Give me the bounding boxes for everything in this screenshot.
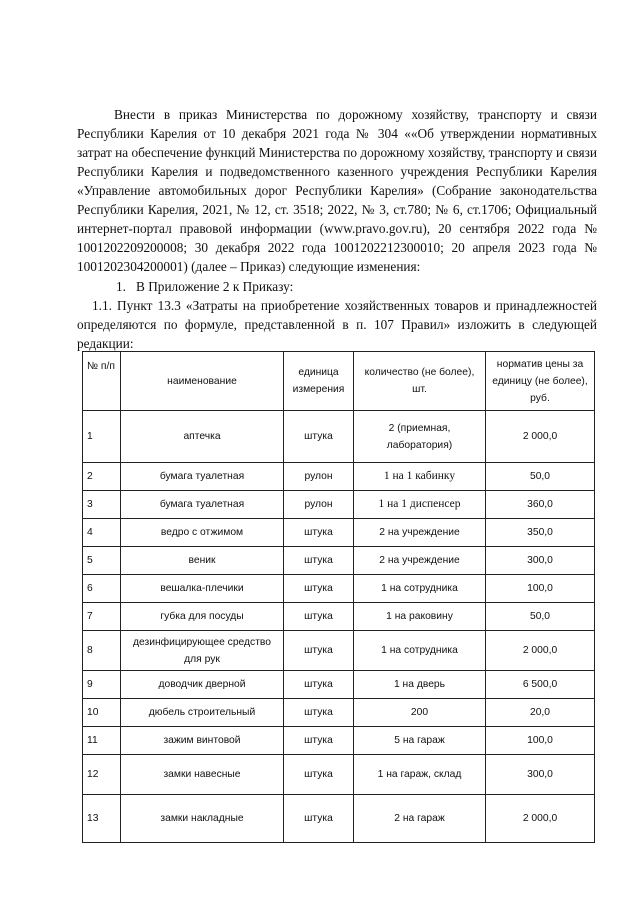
table-row [83, 463, 595, 491]
list-item-text: В Приложение 2 к Приказу: [136, 279, 294, 294]
table-row [83, 795, 595, 843]
row-quantity: 1 на раковину [354, 603, 486, 631]
row-number: 3 [83, 491, 121, 519]
row-name: дезинфицирующее средство для рук [121, 631, 284, 671]
row-name: зажим винтовой [121, 727, 284, 755]
row-number: 4 [83, 519, 121, 547]
row-unit: штука [284, 755, 354, 795]
table-row [83, 603, 595, 631]
row-quantity: 1 на дверь [354, 671, 486, 699]
header-quantity: количество (не более), шт. [354, 352, 486, 411]
row-unit: штука [284, 575, 354, 603]
table-row [83, 547, 595, 575]
row-price: 2 000,0 [486, 795, 595, 843]
table-row [83, 671, 595, 699]
row-unit: рулон [284, 491, 354, 519]
row-quantity: 2 (приемная, лаборатория) [354, 411, 486, 463]
row-number: 12 [83, 755, 121, 795]
row-number: 10 [83, 699, 121, 727]
row-name: дюбель строительный [121, 699, 284, 727]
header-price: норматив цены за единицу (не более), руб. [486, 352, 595, 411]
table-row [83, 699, 595, 727]
row-quantity-text: 1 на 1 диспенсер [378, 498, 461, 510]
list-item-1 [116, 277, 596, 296]
row-price: 20,0 [486, 699, 595, 727]
row-number: 5 [83, 547, 121, 575]
row-unit: штука [284, 519, 354, 547]
list-item-number: 1. [116, 279, 126, 294]
header-unit: единица измерения [284, 352, 354, 411]
row-quantity: 1 на сотрудника [354, 631, 486, 671]
row-name: замки накладные [121, 795, 284, 843]
row-quantity: 2 на учреждение [354, 547, 486, 575]
row-price: 360,0 [486, 491, 595, 519]
row-number: 7 [83, 603, 121, 631]
table-row [83, 491, 595, 519]
row-unit: штука [284, 547, 354, 575]
row-name: доводчик дверной [121, 671, 284, 699]
row-unit: штука [284, 671, 354, 699]
row-price: 50,0 [486, 463, 595, 491]
row-number: 13 [83, 795, 121, 843]
row-number: 1 [83, 411, 121, 463]
row-quantity [354, 491, 486, 519]
row-name: замки навесные [121, 755, 284, 795]
row-price: 6 500,0 [486, 671, 595, 699]
row-number: 6 [83, 575, 121, 603]
subparagraph-1-1: 1.1. Пункт 13.3 «Затраты на приобретение хозяйственных товаров и принадлежностей определяются по формуле, представленной в п. 107 Правил» изложить в следующей редакции: [77, 298, 597, 351]
row-price: 300,0 [486, 755, 595, 795]
row-name: бумага туалетная [121, 491, 284, 519]
row-price: 2 000,0 [486, 411, 595, 463]
row-unit: штука [284, 727, 354, 755]
row-number: 11 [83, 727, 121, 755]
table-row [83, 519, 595, 547]
table-row [83, 411, 595, 463]
intro-paragraph: Внести в приказ Министерства по дорожному хозяйству, транспорту и связи Республики Карелия от 10 декабря 2021 года № 304 ««Об утверждении нормативных затрат на обеспечение функций Министерства по дорожному хозяйству, транспорту и связи Республики Карелия и подведомственного казенного учреждения Республики Карелия «Управление автомобильных дорог Республики Карелия» (Собрание законодательства Республики Карелия, 2021, № 12, ст. 3518; 2022, № 3, ст.780; № 6, ст.1706; Официальный интернет-портал правовой информации (www.pravo.gov.ru), 20 сентября 2022 года № 1001202209200008; 30 декабря 2022 года 1001202212300010; 20 апреля 2023 года № 1001202304200001) (далее – Приказ) следующие изменения: [77, 107, 597, 274]
row-name: веник [121, 547, 284, 575]
table-row [83, 631, 595, 671]
row-name: бумага туалетная [121, 463, 284, 491]
row-name: ведро с отжимом [121, 519, 284, 547]
row-price: 350,0 [486, 519, 595, 547]
table-header-row [83, 352, 595, 411]
row-quantity: 200 [354, 699, 486, 727]
table-row [83, 727, 595, 755]
row-number: 9 [83, 671, 121, 699]
row-unit: штука [284, 631, 354, 671]
table-row [83, 755, 595, 795]
row-price: 50,0 [486, 603, 595, 631]
table-row [83, 575, 595, 603]
row-price: 100,0 [486, 575, 595, 603]
norms-table [82, 351, 595, 843]
row-unit: рулон [284, 463, 354, 491]
row-quantity: 1 на гараж, склад [354, 755, 486, 795]
row-quantity: 5 на гараж [354, 727, 486, 755]
row-quantity: 2 на учреждение [354, 519, 486, 547]
row-name: аптечка [121, 411, 284, 463]
row-price: 300,0 [486, 547, 595, 575]
row-number: 2 [83, 463, 121, 491]
row-unit: штука [284, 795, 354, 843]
row-quantity: 2 на гараж [354, 795, 486, 843]
row-number: 8 [83, 631, 121, 671]
row-quantity: 1 на сотрудника [354, 575, 486, 603]
row-unit: штука [284, 603, 354, 631]
row-unit: штука [284, 411, 354, 463]
header-name: наименование [121, 352, 284, 411]
header-number: № п/п [83, 352, 121, 411]
row-unit: штука [284, 699, 354, 727]
row-price: 2 000,0 [486, 631, 595, 671]
row-quantity-text: 1 на 1 кабинку [383, 470, 456, 482]
row-quantity [354, 463, 486, 491]
row-price: 100,0 [486, 727, 595, 755]
row-name: губка для посуды [121, 603, 284, 631]
row-name: вешалка-плечики [121, 575, 284, 603]
